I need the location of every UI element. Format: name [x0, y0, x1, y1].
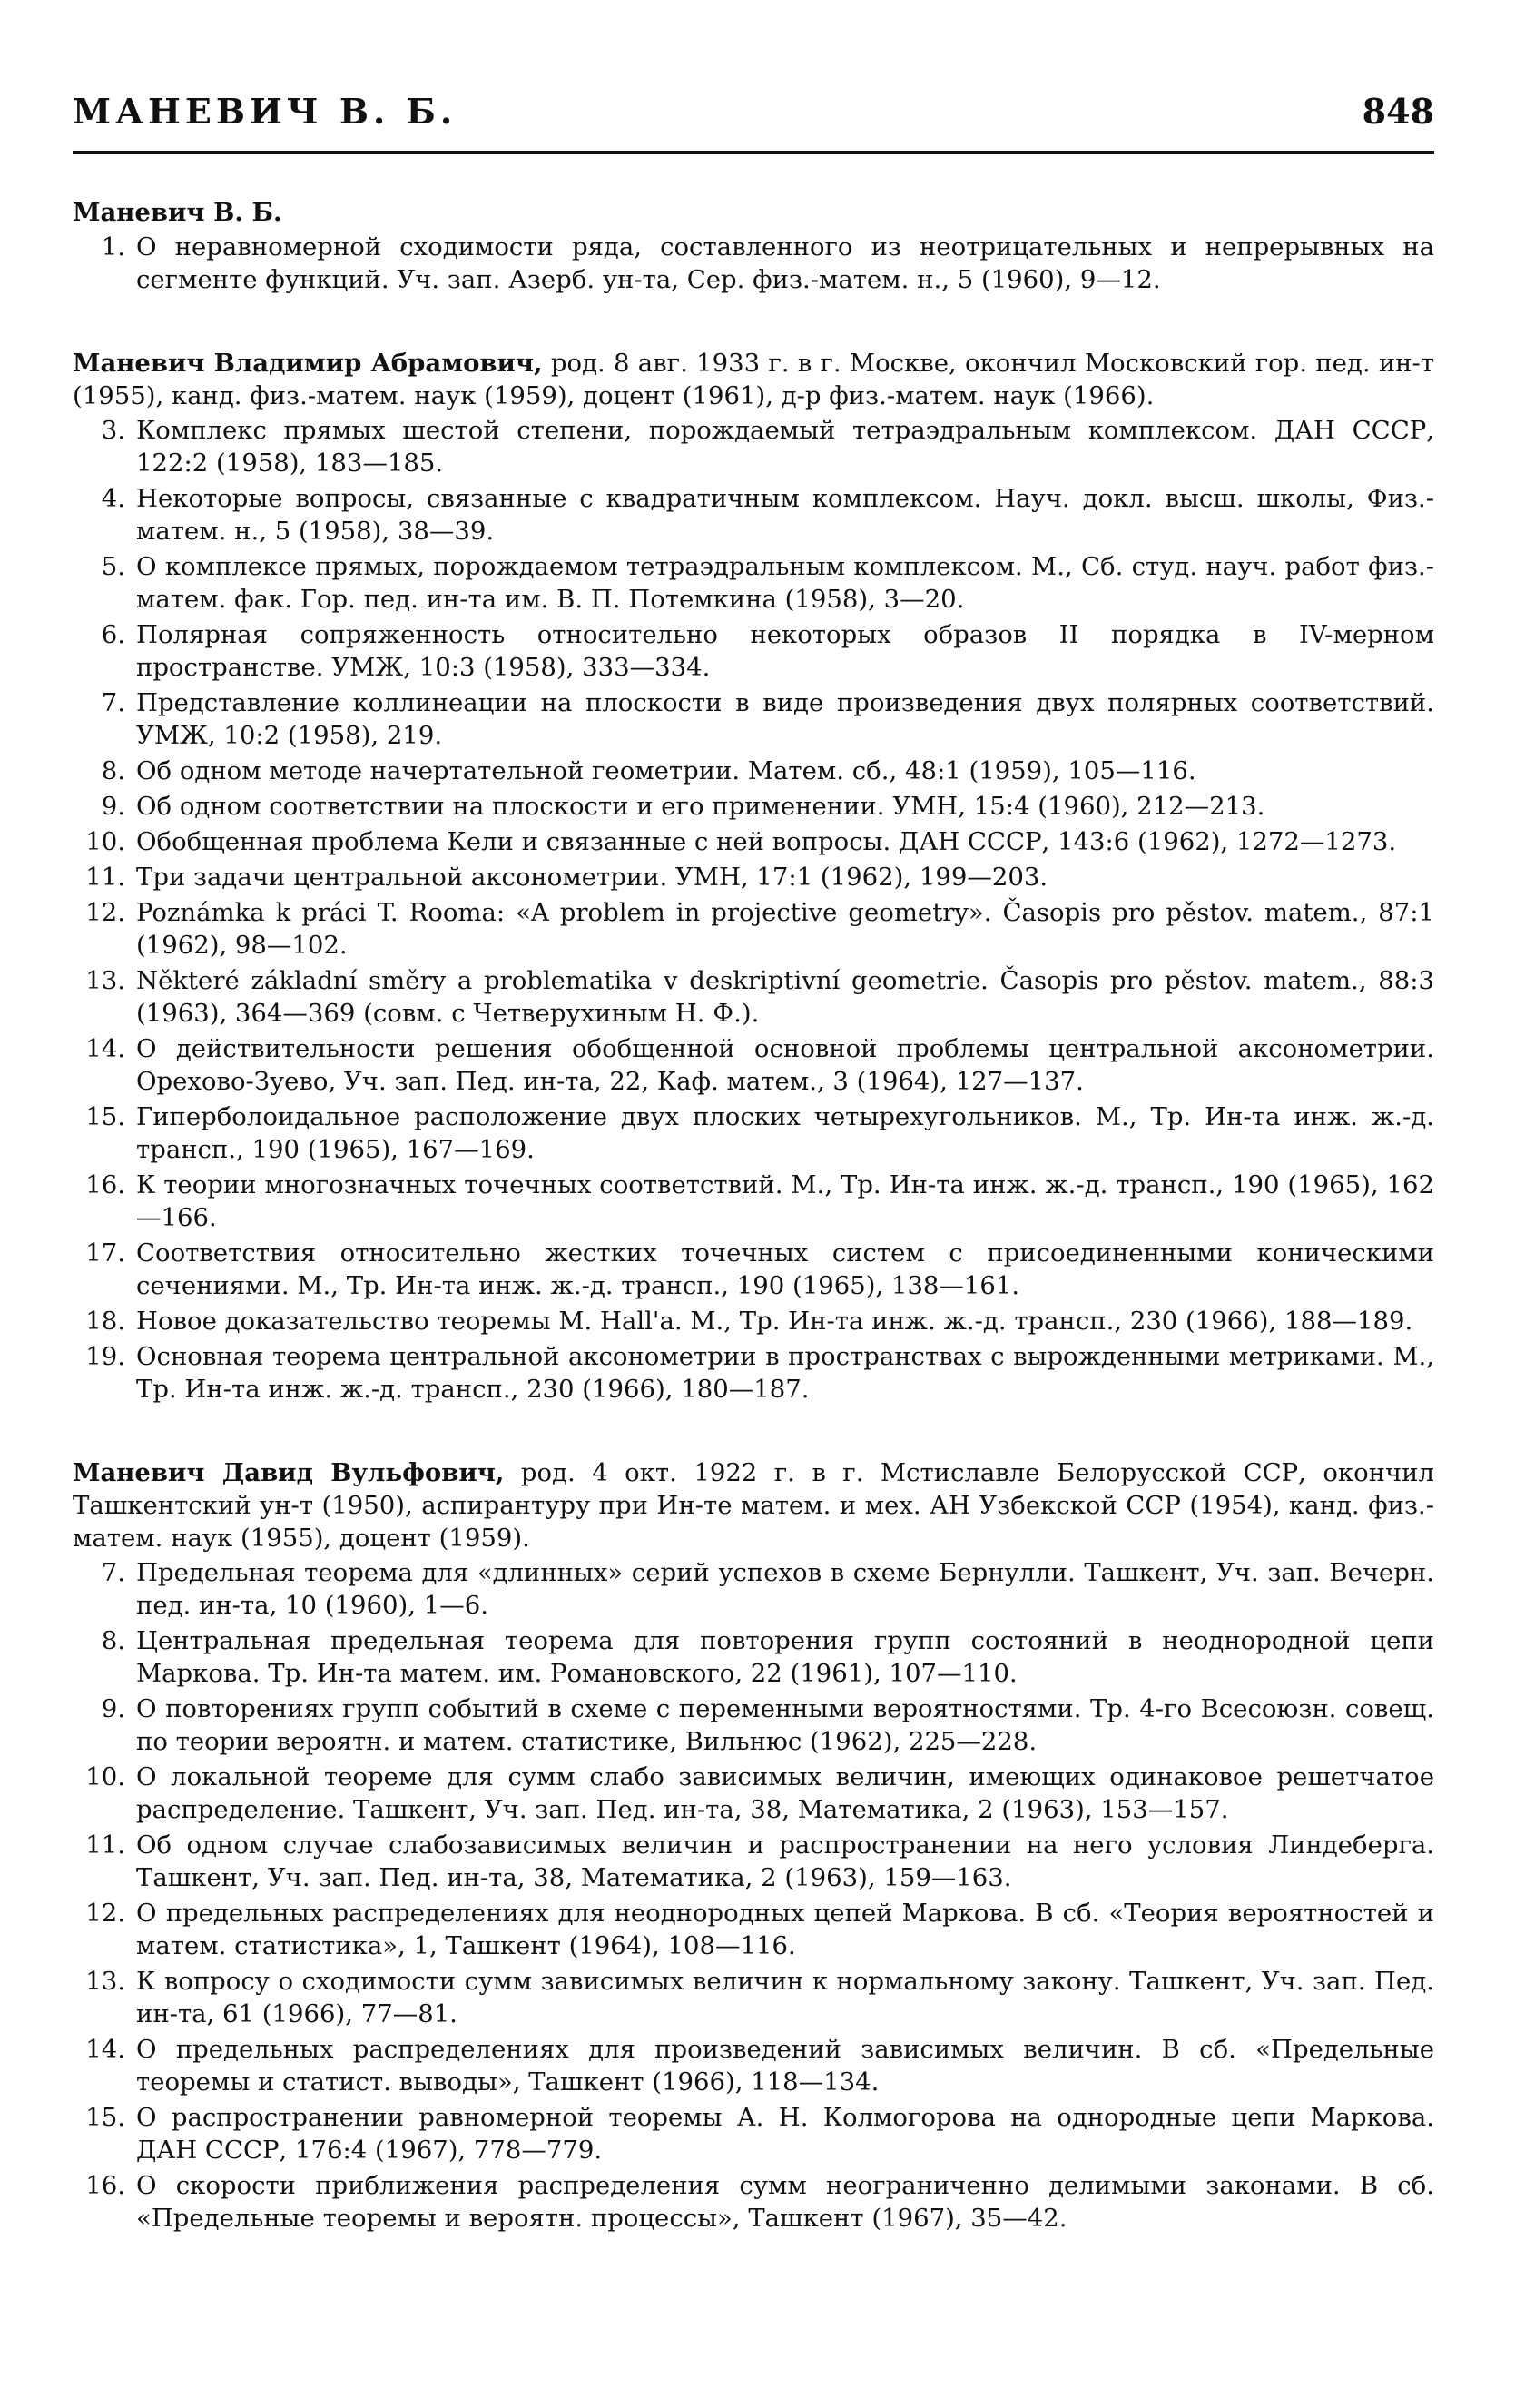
publication-number: 7. — [101, 688, 125, 717]
publication-text: О комплексе прямых, порождаемом тетраэдральным комплексом. М., Сб. студ. науч. работ физ.-матем. фак. Гор. пед. ин-та им. В. П. Потемкина (1958), 3—20. — [136, 552, 1434, 614]
page-number: 848 — [1362, 91, 1434, 132]
publication-text: Предельная теорема для «длинных» серий успехов в схеме Бернулли. Ташкент, Уч. зап. Вечерн. пед. ин-та, 10 (1960), 1—6. — [136, 1558, 1434, 1620]
publication-number: 9. — [101, 792, 125, 821]
publication-item — [73, 1032, 1434, 1098]
publication-text: Три задачи центральной аксонометрии. УМН, 17:1 (1962), 199—203. — [136, 863, 1048, 892]
publication-number: 5. — [101, 552, 125, 581]
author-heading — [73, 347, 1434, 412]
publication-item — [73, 896, 1434, 962]
publication-text: О локальной теореме для сумм слабо зависимых величин, имеющих одинаковое решетчатое распределение. Ташкент, Уч. зап. Пед. ин-та, 38, Математика, 2 (1963), 153—157. — [136, 1762, 1434, 1824]
publication-text: О повторениях групп событий в схеме с переменными вероятностями. Тр. 4-го Всесоюзн. совещ. по теории вероятн. и матем. статистике, Вильнюс (1962), 225—228. — [136, 1694, 1434, 1756]
publication-number: 10. — [85, 827, 125, 856]
publication-item — [73, 2033, 1434, 2098]
author-heading — [73, 1456, 1434, 1554]
publication-text: К вопросу о сходимости сумм зависимых величин к нормальному закону. Ташкент, Уч. зап. Пед. ин-та, 61 (1966), 77—81. — [136, 1967, 1434, 2028]
publication-item — [73, 755, 1434, 787]
publication-number: 17. — [85, 1239, 125, 1268]
publication-list — [73, 1556, 1434, 2235]
publication-text: О предельных распределениях для неоднородных цепей Маркова. В сб. «Теория вероятностей и матем. статистика», 1, Ташкент (1964), 108—116. — [136, 1899, 1434, 1960]
publication-text: О распространении равномерной теоремы А. Н. Колмогорова на однородные цепи Маркова. ДАН СССР, 176:4 (1967), 778—779. — [136, 2103, 1434, 2165]
publication-text: Представление коллинеации на плоскости в виде произведения двух полярных соответствий. УМЖ, 10:2 (1958), 219. — [136, 688, 1434, 750]
header-rule — [73, 151, 1434, 154]
publication-item — [73, 1897, 1434, 1962]
publication-text: Соответствия относительно жестких точечных систем с присоединенными коническими сечениями. М., Тр. Ин-та инж. ж.-д. трансп., 190 (1965), 138—161. — [136, 1239, 1434, 1300]
publication-text: Některé základní směry a problematika v deskriptivní geometrie. Časopis pro pěstov. matem., 88:3 (1963), 364—369 (совм. с Четверухиным Н. Ф.). — [136, 966, 1434, 1028]
publication-item — [73, 1556, 1434, 1622]
publication-item — [73, 1340, 1434, 1406]
publication-number: 13. — [85, 966, 125, 995]
author-entry — [73, 347, 1434, 1406]
publication-number: 7. — [101, 1558, 125, 1587]
publication-number: 15. — [85, 1102, 125, 1131]
publication-text: Основная теорема центральной аксонометрии в пространствах с вырожденными метриками. М., Тр. Ин-та инж. ж.-д. трансп., 230 (1966), 180—187. — [136, 1342, 1434, 1404]
publication-number: 16. — [85, 2171, 125, 2200]
publication-text: Некоторые вопросы, связанные с квадратичным комплексом. Науч. докл. высш. школы, Физ.-матем. н., 5 (1958), 38—39. — [136, 484, 1434, 546]
bibliography-content — [73, 196, 1434, 2285]
publication-text: Poznámka k práci T. Rooma: «A problem in projective geometry». Časopis pro pěstov. matem., 87:1 (1962), 98—102. — [136, 898, 1434, 960]
page-header — [73, 91, 1434, 154]
publication-text: О предельных распределениях для произведений зависимых величин. В сб. «Предельные теоремы и статист. выводы», Ташкент (1966), 118—134. — [136, 2035, 1434, 2097]
author-name: Маневич Давид Вульфович, — [73, 1458, 505, 1487]
publication-item — [73, 1624, 1434, 1690]
publication-number: 9. — [101, 1694, 125, 1723]
publication-number: 10. — [85, 1762, 125, 1791]
publication-number: 1. — [101, 232, 125, 262]
publication-text: Обобщенная проблема Кели и связанные с ней вопросы. ДАН СССР, 143:6 (1962), 1272—1273. — [136, 827, 1397, 856]
author-bio: род. 8 авг. 1933 г. в г. Москве, окончил Московский гор. пед. ин-т (1955), канд. физ.-матем. наук (1959), доцент (1961), д-р физ.-матем. наук (1966). — [73, 349, 1434, 410]
publication-item — [73, 2101, 1434, 2166]
author-entry — [73, 196, 1434, 296]
publication-item — [73, 825, 1434, 858]
publication-text: О неравномерной сходимости ряда, составленного из неотрицательных и непрерывных на сегменте функций. Уч. зап. Азерб. ун-та, Сер. физ.-матем. н., 5 (1960), 9—12. — [136, 232, 1434, 294]
publication-number: 11. — [85, 863, 125, 892]
publication-number: 12. — [85, 898, 125, 927]
publication-number: 13. — [85, 1967, 125, 1996]
publication-item — [73, 231, 1434, 296]
publication-number: 6. — [101, 620, 125, 649]
publication-number: 15. — [85, 2103, 125, 2132]
publication-item — [73, 482, 1434, 548]
publication-item — [73, 1237, 1434, 1302]
publication-list — [73, 414, 1434, 1406]
publication-text: Полярная сопряженность относительно некоторых образов II порядка в IV-мерном пространстве. УМЖ, 10:3 (1958), 333—334. — [136, 620, 1434, 682]
publication-number: 11. — [85, 1831, 125, 1860]
publication-item — [73, 1169, 1434, 1234]
publication-number: 14. — [85, 1034, 125, 1063]
publication-item — [73, 790, 1434, 823]
publication-text: Об одном случае слабозависимых величин и распространении на него условия Линдеберга. Ташкент, Уч. зап. Пед. ин-та, 38, Математика, 2 (1963), 159—163. — [136, 1831, 1434, 1892]
publication-text: О действительности решения обобщенной основной проблемы центральной аксонометрии. Орехово-Зуево, Уч. зап. Пед. ин-та, 22, Каф. матем., 3 (1964), 127—137. — [136, 1034, 1434, 1096]
publication-item — [73, 1693, 1434, 1758]
publication-text: Центральная предельная теорема для повторения групп состояний в неоднородной цепи Маркова. Тр. Ин-та матем. им. Романовского, 22 (1961), 107—110. — [136, 1626, 1434, 1688]
publication-item — [73, 618, 1434, 684]
publication-number: 19. — [85, 1342, 125, 1371]
publication-number: 16. — [85, 1170, 125, 1199]
author-heading — [73, 196, 1434, 229]
author-name: Маневич Владимир Абрамович, — [73, 349, 543, 378]
author-entry — [73, 1456, 1434, 2235]
publication-number: 8. — [101, 1626, 125, 1655]
publication-text: Гиперболоидальное расположение двух плоских четырехугольников. М., Тр. Ин-та инж. ж.-д. трансп., 190 (1965), 167—169. — [136, 1102, 1434, 1164]
publication-item — [73, 1965, 1434, 2030]
publication-item — [73, 964, 1434, 1030]
publication-number: 8. — [101, 756, 125, 785]
publication-number: 14. — [85, 2035, 125, 2064]
publication-item — [73, 2169, 1434, 2235]
publication-item — [73, 414, 1434, 479]
publication-item — [73, 1829, 1434, 1894]
publication-number: 12. — [85, 1899, 125, 1928]
publication-item — [73, 1305, 1434, 1337]
publication-item — [73, 1100, 1434, 1166]
publication-number: 3. — [101, 416, 125, 445]
publication-item — [73, 550, 1434, 616]
publication-text: К теории многозначных точечных соответствий. М., Тр. Ин-та инж. ж.-д. трансп., 190 (1965), 162—166. — [136, 1170, 1434, 1232]
publication-text: Комплекс прямых шестой степени, порождаемый тетраэдральным комплексом. ДАН СССР, 122:2 (1958), 183—185. — [136, 416, 1434, 478]
publication-item — [73, 861, 1434, 893]
publication-item — [73, 686, 1434, 752]
publication-list — [73, 231, 1434, 296]
running-head: МАНЕВИЧ В. Б. — [73, 91, 458, 132]
publication-number: 18. — [85, 1307, 125, 1336]
author-bio: род. 4 окт. 1922 г. в г. Мстиславле Белорусской ССР, окончил Ташкентский ун-т (1950), аспирантуру при Ин-те матем. и мех. АН Узбекской ССР (1954), канд. физ.-матем. наук (1955), доцент (1959). — [73, 1458, 1434, 1553]
publication-text: Новое доказательство теоремы M. Hall'a. М., Тр. Ин-та инж. ж.-д. трансп., 230 (1966), 188—189. — [136, 1307, 1413, 1336]
publication-text: Об одном методе начертательной геометрии. Матем. сб., 48:1 (1959), 105—116. — [136, 756, 1196, 785]
publication-item — [73, 1761, 1434, 1826]
publication-text: Об одном соответствии на плоскости и его применении. УМН, 15:4 (1960), 212—213. — [136, 792, 1265, 821]
publication-number: 4. — [101, 484, 125, 513]
author-name: Маневич В. Б. — [73, 198, 282, 227]
publication-text: О скорости приближения распределения сумм неограниченно делимыми законами. В сб. «Предельные теоремы и вероятн. процессы», Ташкент (1967), 35—42. — [136, 2171, 1434, 2233]
